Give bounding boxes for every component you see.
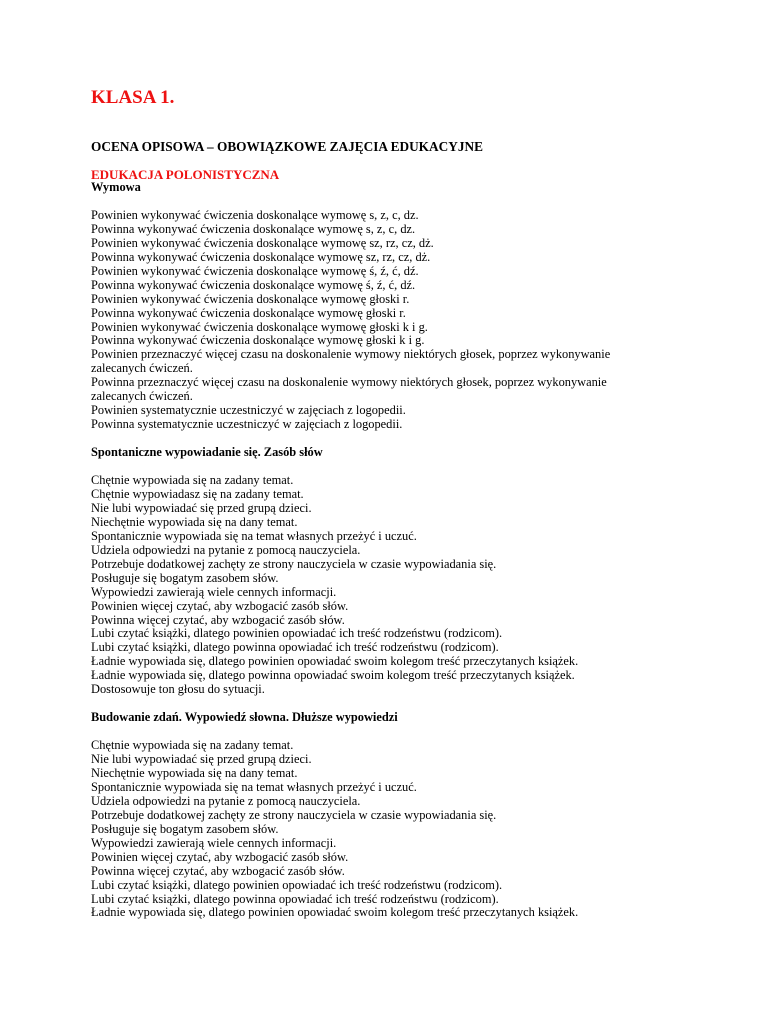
text-line: Powinna więcej czytać, aby wzbogacić zasób słów. [91,863,345,878]
text-line: Powinien wykonywać ćwiczenia doskonalące wymowę sz, rz, cz, dż. [91,235,434,250]
text-line: Niechętnie wypowiada się na dany temat. [91,765,298,780]
spacer [91,195,751,209]
text-line: Dostosowuje ton głosu do sytuacji. [91,682,265,697]
text-line: Powinna wykonywać ćwiczenia doskonalące wymowę sz, rz, cz, dż. [91,249,431,264]
text-line: Powinien wykonywać ćwiczenia doskonalące wymowę głoski r. [91,291,410,306]
text-line: Powinna więcej czytać, aby wzbogacić zasób słów. [91,612,345,627]
text-line: Chętnie wypowiada się na zadany temat. [91,738,294,753]
subsection-heading: Spontaniczne wypowiadanie się. Zasób słów [91,445,323,460]
text-line: Powinien przeznaczyć więcej czasu na doskonalenie wymowy niektórych głosek, poprzez wykonywanie zalecanych ćwiczeń. [91,347,611,376]
text-line: Chętnie wypowiada się na zadany temat. [91,472,294,487]
text-line: Lubi czytać książki, dlatego powinna opowiadać ich treść rodzeństwu (rodzicom). [91,640,499,655]
text-line: Udziela odpowiedzi na pytanie z pomocą nauczyciela. [91,542,361,557]
text-line: Lubi czytać książki, dlatego powinien opowiadać ich treść rodzeństwu (rodzicom). [91,877,503,892]
text-line: Niechętnie wypowiada się na dany temat. [91,514,298,529]
text-line: Potrzebuje dodatkowej zachęty ze strony nauczyciela w czasie wypowiadania się. [91,556,497,571]
text-line: Powinien więcej czytać, aby wzbogacić zasób słów. [91,849,349,864]
text-line: Potrzebuje dodatkowej zachęty ze strony nauczyciela w czasie wypowiadania się. [91,807,497,822]
text-line: Wypowiedzi zawierają wiele cennych informacji. [91,835,337,850]
text-line: Posługuje się bogatym zasobem słów. [91,570,279,585]
text-line: Powinien więcej czytać, aby wzbogacić zasób słów. [91,598,349,613]
text-line: Powinien wykonywać ćwiczenia doskonalące wymowę s, z, c, dz. [91,207,419,222]
text-line: Wypowiedzi zawierają wiele cennych informacji. [91,584,337,599]
text-line: Ładnie wypowiada się, dlatego powinien opowiadać swoim kolegom treść przeczytanych książek. [91,654,579,669]
text-line: Lubi czytać książki, dlatego powinien opowiadać ich treść rodzeństwu (rodzicom). [91,626,503,641]
section-heading: EDUKACJA POLONISTYCZNA [91,167,280,182]
text-line: Powinien wykonywać ćwiczenia doskonalące wymowę głoski k i g. [91,319,428,334]
spacer [91,725,751,739]
subsection-heading: Budowanie zdań. Wypowiedź słowna. Dłuższe wypowiedzi [91,710,398,725]
text-line: Posługuje się bogatym zasobem słów. [91,821,279,836]
text-line: Udziela odpowiedzi na pytanie z pomocą nauczyciela. [91,793,361,808]
text-line: Powinna wykonywać ćwiczenia doskonalące wymowę głoski k i g. [91,333,425,348]
spacer [91,432,751,446]
text-line: Ładnie wypowiada się, dlatego powinna opowiadać swoim kolegom treść przeczytanych książek. [91,668,575,683]
text-line: Nie lubi wypowiadać się przed grupą dzieci. [91,500,312,515]
text-line: Powinien wykonywać ćwiczenia doskonalące wymowę ś, ź, ć, dź. [91,263,419,278]
text-line: Chętnie wypowiadasz się na zadany temat. [91,486,304,501]
spacer [91,460,751,474]
text-line: Powinna systematycznie uczestniczyć w zajęciach z logopedii. [91,417,403,432]
text-line: Nie lubi wypowiadać się przed grupą dzieci. [91,752,312,766]
document-body [91,181,751,920]
text-line: Powinien systematycznie uczestniczyć w zajęciach z logopedii. [91,403,406,418]
text-line: Spontanicznie wypowiada się na temat własnych przeżyć i uczuć. [91,528,417,543]
document-subtitle: OCENA OPISOWA – OBOWIĄZKOWE ZAJĘCIA EDUKACYJNE [91,139,483,154]
text-line: Powinna wykonywać ćwiczenia doskonalące wymowę s, z, c, dz. [91,221,416,236]
text-line: Powinna wykonywać ćwiczenia doskonalące wymowę ś, ź, ć, dź. [91,277,416,292]
spacer [91,697,751,711]
text-line: Powinna wykonywać ćwiczenia doskonalące wymowę głoski r. [91,305,406,320]
subsection-heading: Wymowa [91,180,141,194]
text-line: Ładnie wypowiada się, dlatego powinien opowiadać swoim kolegom treść przeczytanych książek. [91,905,579,920]
page-title: KLASA 1. [91,87,175,108]
text-line: Spontanicznie wypowiada się na temat własnych przeżyć i uczuć. [91,779,417,794]
text-line: Lubi czytać książki, dlatego powinna opowiadać ich treść rodzeństwu (rodzicom). [91,891,499,906]
text-line: Powinna przeznaczyć więcej czasu na doskonalenie wymowy niektórych głosek, poprzez wykonywanie zalecanych ćwiczeń. [91,375,607,404]
